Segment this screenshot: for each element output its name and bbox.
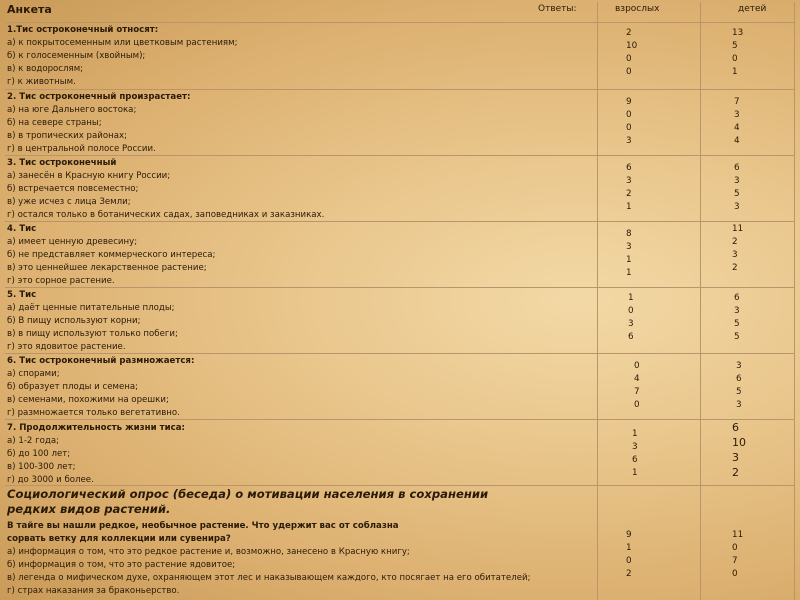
adults-count-d: 1 [626, 268, 632, 279]
adults-count-c: 2 [626, 189, 632, 200]
children-count-d: 1 [732, 67, 738, 78]
option-a: а) информация о том, что это редкое растение и, возможно, занесено в Красную книгу; [7, 547, 410, 558]
children-counts [734, 162, 740, 214]
question-text [7, 91, 592, 156]
option-d: г) в центральной полосе России. [7, 144, 156, 155]
adults-count-d: 0 [626, 67, 632, 78]
question-row [5, 90, 795, 156]
children-count-d: 4 [734, 136, 740, 147]
adults-count-b: 4 [634, 374, 640, 385]
adults-counts [626, 162, 632, 214]
option-a: а) даёт ценные питательные плоды; [7, 303, 175, 314]
question-row [5, 156, 795, 222]
adults-count-a: 6 [626, 163, 632, 173]
adults-count-c: 3 [628, 319, 634, 330]
children-count-c: 5 [734, 189, 740, 200]
children-count-a: 11 [732, 530, 744, 540]
adults-counts [626, 27, 637, 79]
adults-count-b: 3 [632, 442, 638, 453]
children-count-d: 3 [736, 400, 742, 411]
option-d: г) это ядовитое растение. [7, 342, 126, 353]
question-row [5, 354, 795, 420]
question-row [5, 288, 795, 354]
option-b: б) не представляет коммерческого интереса; [7, 250, 216, 261]
adults-count-d: 6 [628, 332, 634, 343]
adults-counts [626, 529, 632, 581]
children-count-b: 6 [736, 374, 742, 385]
children-count-a: 13 [732, 28, 744, 38]
children-count-c: 0 [732, 54, 738, 65]
children-counts [732, 420, 746, 480]
question-title: 1.Тис остроконечный относят: [7, 25, 159, 35]
adults-count-a: 0 [634, 361, 640, 371]
answers-label: Ответы: [538, 4, 577, 14]
survey-title-line-1: Социологический опрос (беседа) о мотивации населения в сохранении [7, 487, 489, 501]
children-count-c: 3 [732, 250, 738, 261]
question-text [7, 157, 592, 222]
survey-row [5, 487, 795, 600]
adults-count-b: 3 [626, 242, 632, 253]
option-c: в) в тропических районах; [7, 131, 127, 142]
question-title: 7. Продолжительность жизни тиса: [7, 423, 185, 433]
survey-question [7, 520, 602, 599]
column-divider [597, 2, 598, 600]
question-title: 4. Тис [7, 224, 37, 234]
adults-count-b: 0 [628, 306, 634, 317]
children-count-b: 3 [734, 306, 740, 317]
option-b: б) В пищу используют корни; [7, 316, 141, 327]
children-count-b: 3 [734, 176, 740, 187]
adults-count-b: 10 [626, 41, 638, 52]
children-count-d: 5 [734, 332, 740, 343]
children-count-c: 5 [736, 387, 742, 398]
option-c: в) уже исчез с лица Земли; [7, 197, 131, 208]
adults-count-a: 9 [626, 530, 632, 540]
option-a: а) занесён в Красную книгу России; [7, 171, 171, 182]
adults-count-c: 0 [626, 123, 632, 134]
adults-counts [626, 228, 632, 280]
option-b: б) встречается повсеместно; [7, 184, 139, 195]
adults-count-c: 0 [626, 54, 632, 65]
option-b: б) на севере страны; [7, 118, 102, 129]
question-text [7, 24, 592, 89]
children-count-b: 3 [734, 110, 740, 121]
adults-count-b: 3 [626, 176, 632, 187]
adults-count-d: 1 [626, 202, 632, 213]
adults-count-a: 8 [626, 229, 632, 239]
adults-count-c: 0 [626, 556, 632, 567]
option-b: б) информация о том, что это растение ядовитое; [7, 560, 236, 571]
children-counts [734, 96, 740, 148]
option-b: б) до 100 лет; [7, 449, 71, 460]
option-a: а) спорами; [7, 369, 60, 380]
adults-count-d: 3 [626, 136, 632, 147]
question-title: 6. Тис остроконечный размножается: [7, 356, 195, 366]
option-b: б) образует плоды и семена; [7, 382, 139, 393]
adults-count-d: 1 [632, 468, 638, 479]
children-count-b: 2 [732, 237, 738, 248]
children-count-b: 10 [732, 436, 746, 449]
option-d: г) остался только в ботанических садах, заповедниках и заказниках. [7, 210, 325, 221]
children-count-d: 2 [732, 263, 738, 274]
question-text [7, 289, 592, 354]
adults-counts [632, 428, 638, 480]
option-d: г) страх наказания за браконьерство. [7, 586, 180, 597]
children-count-d: 0 [732, 569, 738, 580]
children-count-a: 11 [732, 224, 744, 234]
adults-count-d: 0 [634, 400, 640, 411]
children-counts [736, 360, 742, 412]
adults-count-c: 1 [626, 255, 632, 266]
children-count-a: 6 [732, 421, 739, 434]
option-d: г) это сорное растение. [7, 276, 115, 287]
children-count-c: 7 [732, 556, 738, 567]
adults-count-b: 1 [626, 543, 632, 554]
children-count-b: 5 [732, 41, 738, 52]
option-a: а) на юге Дальнего востока; [7, 105, 137, 116]
question-row [5, 222, 795, 288]
adults-counts [628, 292, 634, 344]
column-divider [700, 2, 701, 600]
adults-count-a: 1 [632, 429, 638, 439]
survey-question-line-2: сорвать ветку для коллекции или сувенира? [7, 534, 231, 545]
children-count-a: 7 [734, 97, 740, 107]
option-c: в) легенда о мифическом духе, охраняющем этот лес и наказывающем каждого, кто посягает на его обитателей; [7, 573, 531, 584]
children-counts [732, 529, 743, 581]
survey-title-line-2: редких видов растений. [7, 502, 171, 516]
option-c: в) 100-300 лет; [7, 462, 76, 473]
adults-count-d: 2 [626, 569, 632, 580]
children-count-c: 3 [732, 451, 739, 464]
option-c: в) к водорослям; [7, 64, 84, 75]
children-label: детей [738, 4, 767, 14]
question-text [7, 355, 592, 420]
question-text [7, 223, 592, 288]
children-counts [732, 223, 743, 275]
question-title: 3. Тис остроконечный [7, 158, 117, 168]
survey-title [7, 487, 597, 517]
children-count-a: 6 [734, 163, 740, 173]
adults-count-c: 7 [634, 387, 640, 398]
option-c: в) это ценнейшее лекарственное растение; [7, 263, 207, 274]
children-count-a: 3 [736, 361, 742, 371]
column-divider [794, 2, 795, 600]
header-row [5, 2, 795, 23]
children-count-d: 3 [734, 202, 740, 213]
children-count-d: 2 [732, 466, 739, 479]
adults-counts [634, 360, 640, 412]
option-a: а) к покрытосеменным или цветковым растениям; [7, 38, 238, 49]
option-b: б) к голосеменным (хвойным); [7, 51, 146, 62]
question-title: 2. Тис остроконечный произрастает: [7, 92, 191, 102]
children-counts [734, 292, 740, 344]
children-count-c: 5 [734, 319, 740, 330]
question-title: 5. Тис [7, 290, 37, 300]
adults-label: взрослых [615, 4, 660, 14]
adults-count-c: 6 [632, 455, 638, 466]
option-d: г) к животным. [7, 77, 76, 88]
children-counts [732, 27, 743, 79]
children-count-a: 6 [734, 293, 740, 303]
survey-question-line-1: В тайге вы нашли редкое, необычное растение. Что удержит вас от соблазна [7, 521, 399, 531]
children-count-b: 0 [732, 543, 738, 554]
option-d: г) до 3000 и более. [7, 475, 94, 486]
option-d: г) размножается только вегетативно. [7, 408, 180, 419]
sheet-title: Анкета [7, 3, 52, 16]
option-c: в) семенами, похожими на орешки; [7, 395, 169, 406]
children-count-c: 4 [734, 123, 740, 134]
question-row [5, 23, 795, 90]
adults-count-a: 1 [628, 293, 634, 303]
option-a: а) 1-2 года; [7, 436, 59, 447]
option-a: а) имеет ценную древесину; [7, 237, 138, 248]
adults-counts [626, 96, 632, 148]
adults-count-a: 9 [626, 97, 632, 107]
adults-count-b: 0 [626, 110, 632, 121]
question-row [5, 420, 795, 486]
option-c: в) в пищу используют только побеги; [7, 329, 178, 340]
question-text [7, 422, 592, 487]
adults-count-a: 2 [626, 28, 632, 38]
